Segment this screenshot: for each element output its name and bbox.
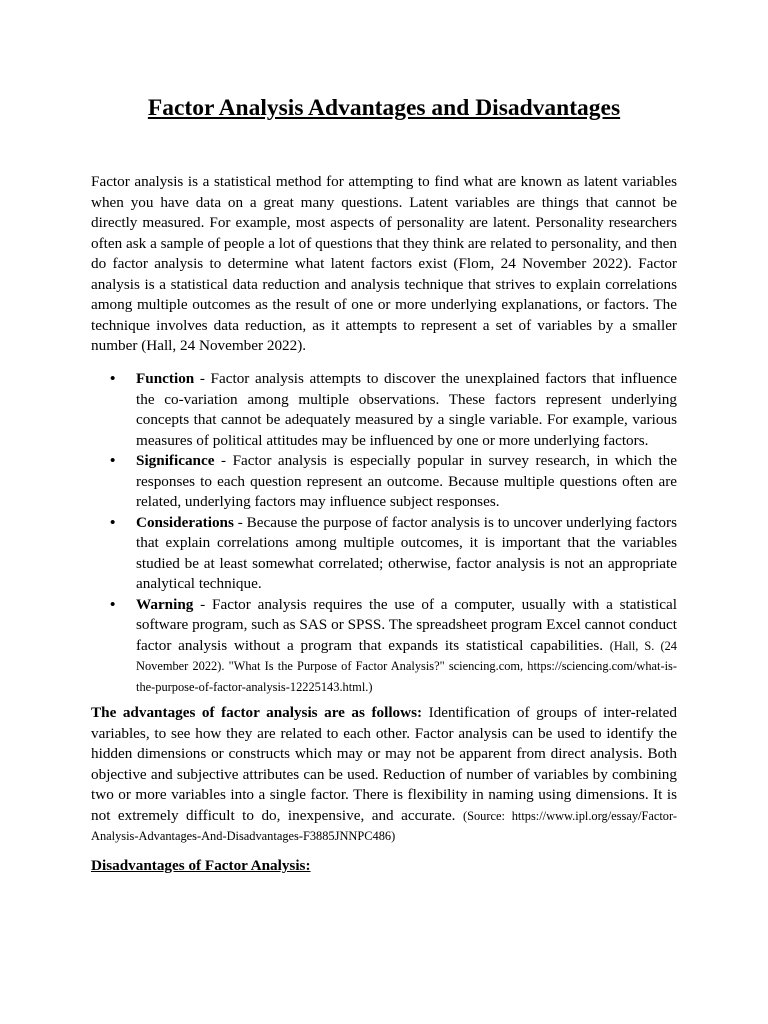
advantages-heading: The advantages of factor analysis are as follows: [91,704,423,721]
bullet-term: Significance [136,452,215,469]
bullet-text: - Because the purpose of factor analysis is to uncover underlying factors that explain correlations among multiple outcomes, it is important that the variables studied be at least somewhat correlated; otherwise, factor analysis is not an appropriate analytical technique. [136,513,677,592]
bullet-dot-icon: • [110,513,116,531]
list-item [91,513,677,595]
citation: (Hall, S. (24 November 2022). "What Is the Purpose of Factor Analysis?" sciencing.com, https://sciencing.com/what-is-the-purpose-of-factor-analysis-12225143.html.) [136,638,677,694]
bullet-term: Function [136,370,195,387]
list-item [91,369,677,451]
page-title: Factor Analysis Advantages and Disadvantages [147,95,621,121]
bullet-term: Considerations [136,513,234,531]
source-citation: (Source: https://www.ipl.org/essay/Factor-Analysis-Advantages-And-Disadvantages-F3885JNNPC486) [91,808,677,843]
bullet-text: - Factor analysis is especially popular in survey research, in which the responses to each question represent an outcome. Because multiple questions often are related, underlying factors may influence subject responses. [136,452,677,510]
bullet-dot-icon: • [110,595,116,613]
advantages-paragraph [91,703,677,847]
bullet-text: - Factor analysis requires the use of a computer, usually with a statistical software program, such as SAS or SPSS. The spreadsheet program Excel cannot conduct factor analysis without a program that expands its statistical capabilities. [136,595,677,654]
bullet-text: - Factor analysis attempts to discover the unexplained factors that influence the co-variation among multiple observations. These factors represent underlying concepts that cannot be adequately measured by a single variable. For example, various measures of political attitudes may be influenced by one or more underlying factors. [136,370,677,449]
bullet-term: Warning [136,595,194,613]
bullet-dot-icon: • [110,452,116,469]
list-item [91,451,677,513]
bullet-dot-icon: • [110,370,116,387]
intro-paragraph: Factor analysis is a statistical method for attempting to find what are known as latent variables when you have data on a great many questions. Latent variables are things that cannot be directly measured. For example, most aspects of personality are latent. Personality researchers often ask a sample of people a lot of questions that they think are related to personality, and then do factor analysis to determine what latent factors exist (Flom, 24 November 2022). Factor analysis is a statistical data reduction and analysis technique that strives to explain correlations among multiple outcomes as the result of one or more underlying explanations, or factors. The technique involves data reduction, as it attempts to represent a set of variables by a smaller number (Hall, 24 November 2022). [91,173,677,354]
disadvantages-heading: Disadvantages of Factor Analysis: [91,857,311,874]
factor-bullet-list [91,369,677,697]
list-item [91,595,677,698]
advantages-text: Identification of groups of inter-related variables, to see how they are related to each other. Factor analysis can be used to identify the hidden dimensions or constructs which may or may not be apparent from direct analysis. Both objective and subjective attributes can be used. Reduction of number of variables by combining two or more variables into a single factor. There is flexibility in naming using dimensions. It is not extremely difficult to do, inexpensive, and accurate. [91,704,677,824]
